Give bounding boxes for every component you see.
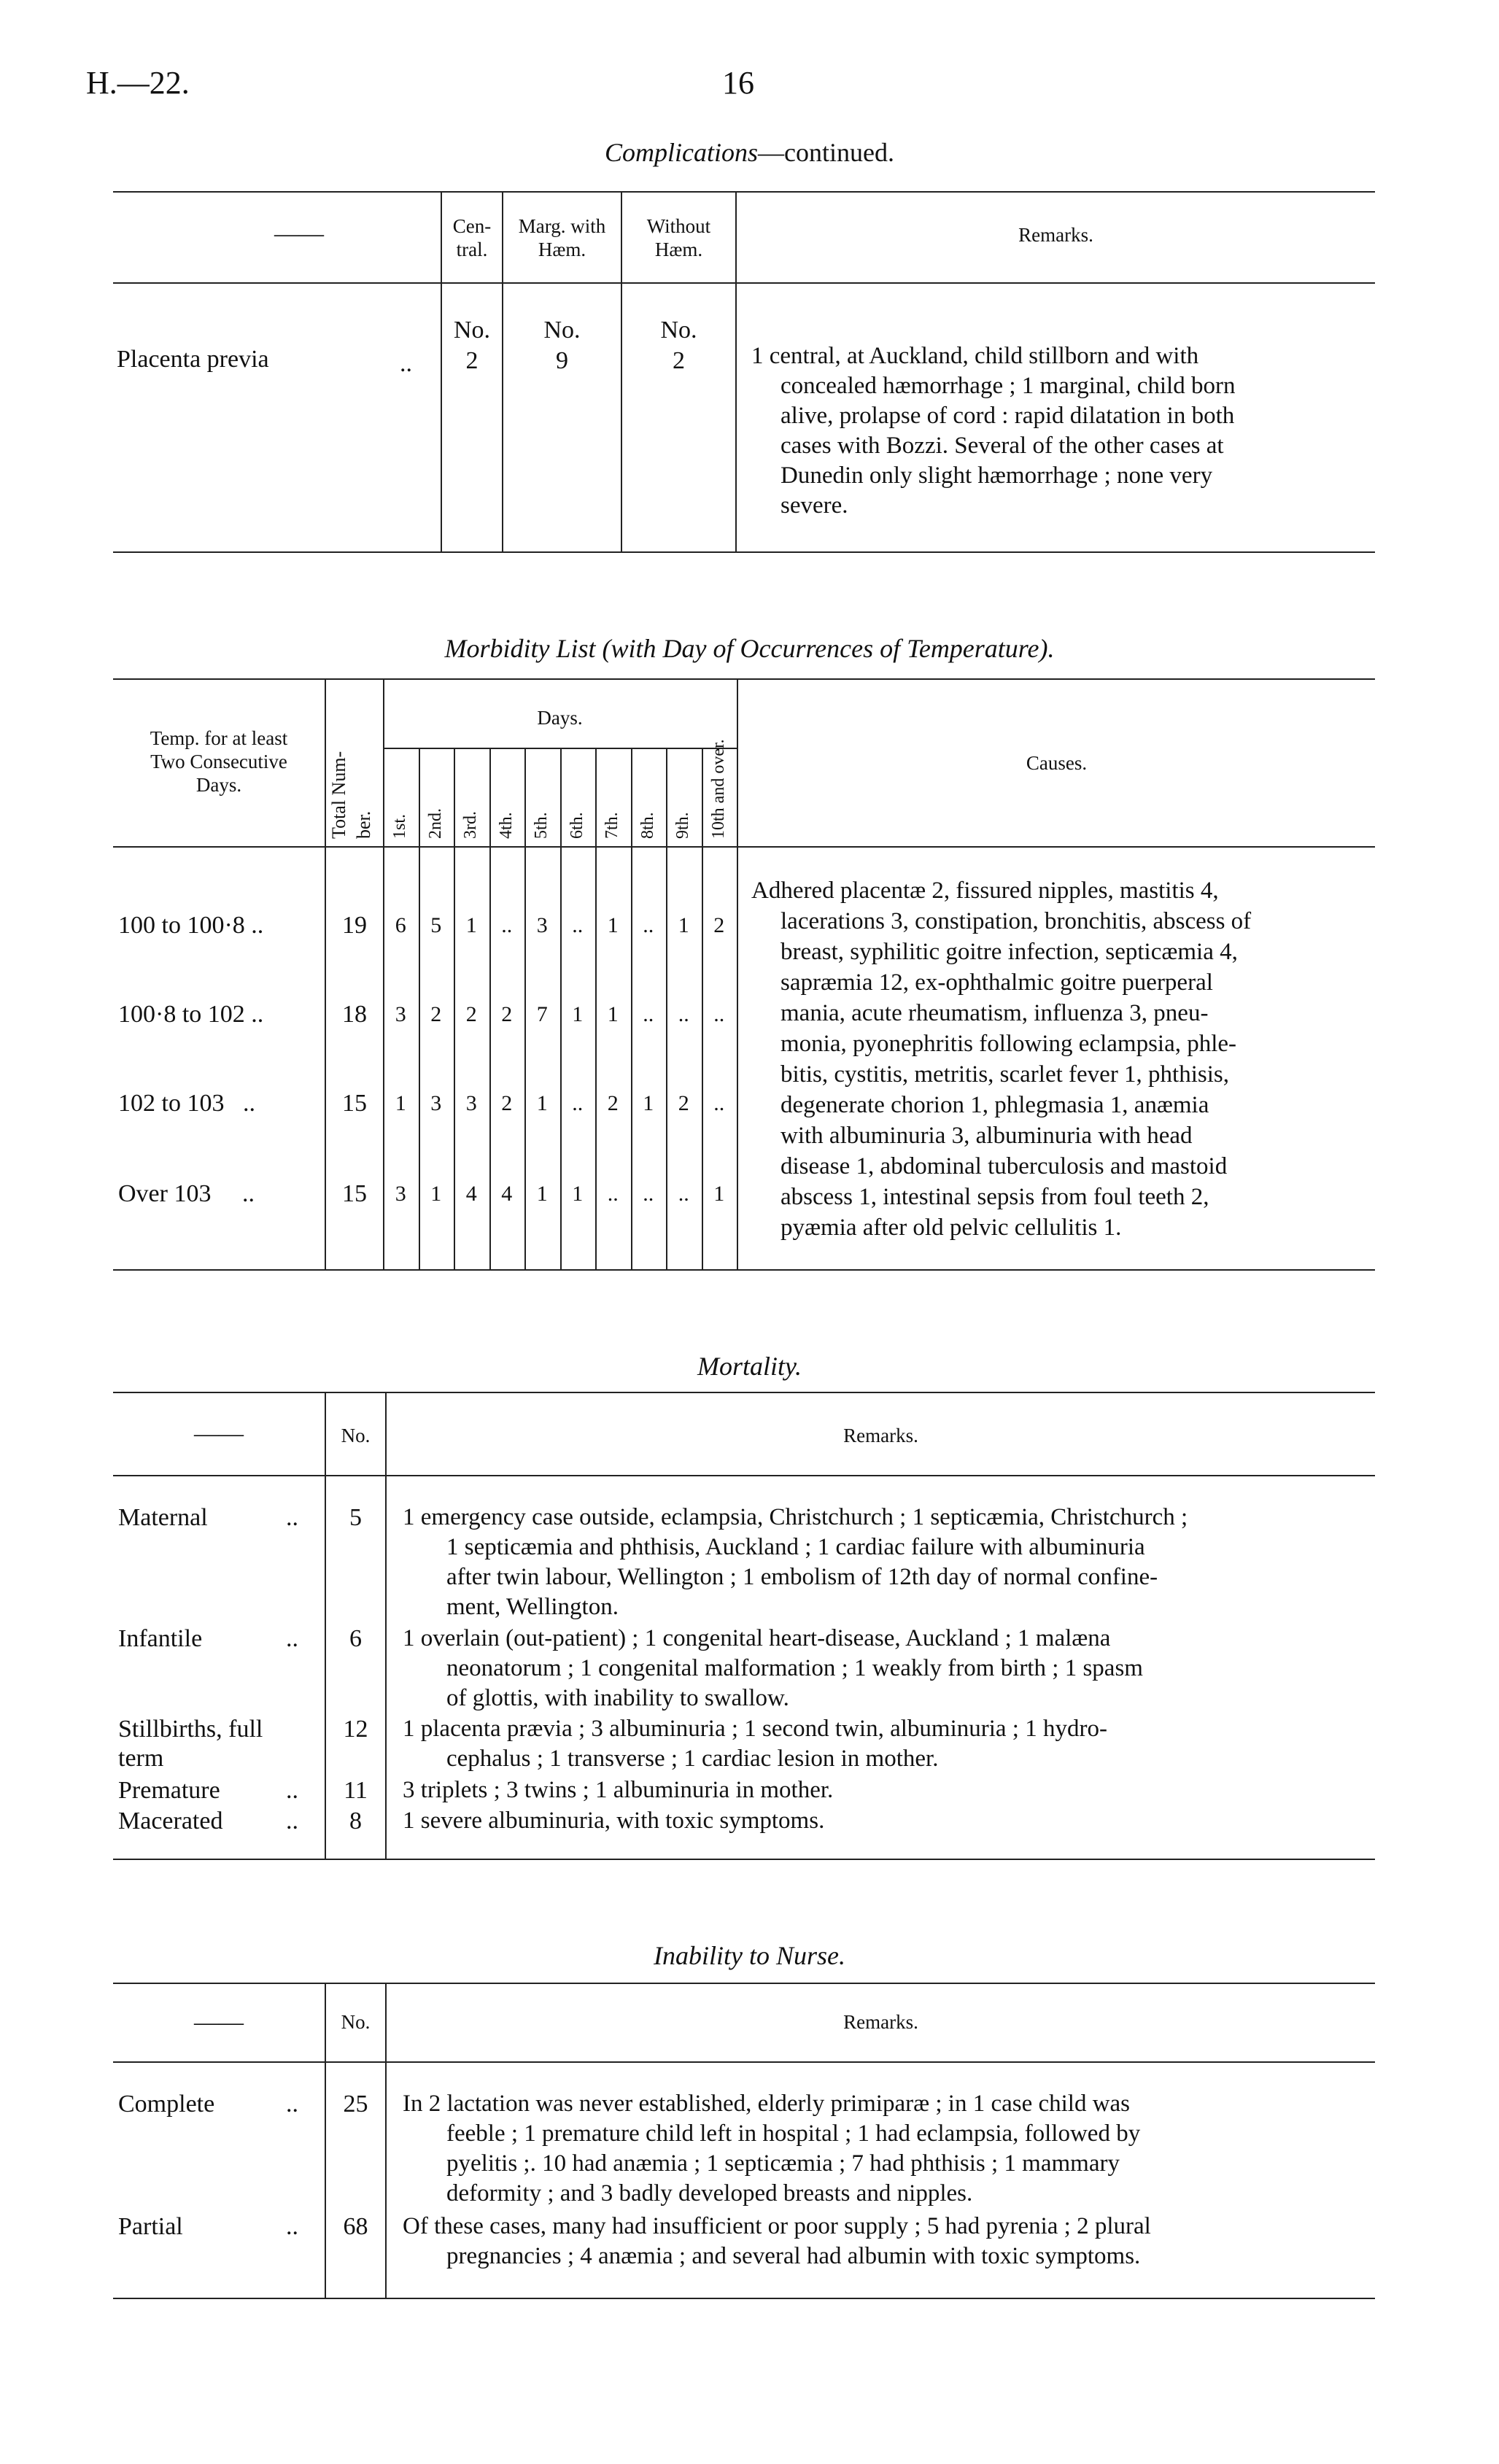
mortality-row-remarks xyxy=(403,1714,1379,1774)
nurse-remark-line: Of these cases, many had insufficient or poor supply ; 5 had pyrenia ; 2 plural xyxy=(403,2213,1151,2239)
remarks-line-2: concealed hæmorrhage ; 1 marginal, child born xyxy=(781,373,1236,399)
morbidity-cell: 1 xyxy=(678,913,689,937)
morbidity-cell: .. xyxy=(643,913,654,937)
morbidity-cell: 2 xyxy=(713,913,725,937)
morbidity-row-label: 102 to 103 .. xyxy=(118,1090,255,1117)
morbidity-row-total: 15 xyxy=(342,1180,367,1207)
document-reference: H.—22. xyxy=(86,65,190,101)
morbidity-col-days: Days. xyxy=(537,707,583,729)
day-header-7: 7th. xyxy=(603,812,621,839)
morbidity-cell: 3 xyxy=(465,1091,477,1115)
remarks-line-6: severe. xyxy=(781,492,848,519)
morbidity-cell: 4 xyxy=(465,1182,477,1206)
nurse-col-no: No. xyxy=(341,2011,371,2033)
morbidity-row-total: 18 xyxy=(342,1001,367,1028)
mortality-row-remarks xyxy=(403,1503,1379,1622)
page-number: 16 xyxy=(722,65,754,101)
nurse-remark-line: deformity ; and 3 badly developed breasts and nipples. xyxy=(446,2180,973,2207)
mortality-row-no: 12 xyxy=(343,1716,368,1743)
day-header-5: 5th. xyxy=(532,812,551,839)
causes-line-10: disease 1, abdominal tuberculosis and mastoid xyxy=(781,1153,1228,1179)
morbidity-cell: .. xyxy=(713,1091,725,1115)
mortality-remark-line: cephalus ; 1 transverse ; 1 cardiac lesion in mother. xyxy=(446,1746,939,1772)
morbidity-bottom-rule xyxy=(113,1269,1375,1271)
complications-col-marg-line-1: Marg. with xyxy=(518,215,606,237)
mortality-row-label: Infantile xyxy=(118,1625,203,1652)
causes-line-3: breast, syphilitic goitre infection, septicæmia 4, xyxy=(781,939,1238,965)
morbidity-cell: 2 xyxy=(607,1091,619,1115)
nurse-row-no: 68 xyxy=(343,2213,368,2240)
mortality-caption: Mortality. xyxy=(697,1352,802,1381)
morbidity-causes xyxy=(751,875,1379,1243)
mortality-bottom-rule xyxy=(113,1859,1375,1860)
morbidity-cell: 2 xyxy=(501,1091,513,1115)
mortality-header-rule xyxy=(113,1475,1375,1476)
morbidity-col-temp xyxy=(113,727,325,797)
central-value: 2 xyxy=(465,347,479,374)
mortality-row-label-2: term xyxy=(118,1745,164,1772)
morbidity-cell: 1 xyxy=(643,1091,654,1115)
complications-col-central xyxy=(442,214,502,261)
causes-line-2: lacerations 3, constipation, bronchitis, abscess of xyxy=(781,908,1252,934)
central-no-label: No. xyxy=(453,317,491,344)
causes-line-12: pyæmia after old pelvic cellulitis 1. xyxy=(781,1214,1122,1241)
nurse-remark-line: pregnancies ; 4 anæmia ; and several had albumin with toxic symptoms. xyxy=(446,2243,1141,2269)
day-header-2: 2nd. xyxy=(425,808,445,839)
morbidity-caption: Morbidity List (with Day of Occurrences of Temperature). xyxy=(444,634,1055,663)
nurse-bottom-rule xyxy=(113,2298,1375,2299)
nurse-header-rule xyxy=(113,2061,1375,2063)
mortality-remark-line: 3 triplets ; 3 twins ; 1 albuminuria in mother. xyxy=(403,1777,834,1803)
mortality-row-label: Stillbirths, full xyxy=(118,1716,263,1743)
remarks-line-1: 1 central, at Auckland, child stillborn and with xyxy=(751,343,1199,369)
morbidity-row-total: 19 xyxy=(342,912,367,939)
morbidity-col-temp-line-3: Days. xyxy=(195,774,242,796)
marg-no-label: No. xyxy=(543,317,581,344)
mortality-row-no: 11 xyxy=(344,1777,368,1804)
day-header-1: 1st. xyxy=(390,813,409,839)
placenta-previa-remarks xyxy=(751,341,1379,521)
mortality-remark-line: 1 placenta prævia ; 3 albuminuria ; 1 second twin, albuminuria ; 1 hydro- xyxy=(403,1716,1107,1742)
marg-count xyxy=(503,315,621,376)
morbidity-cell: 1 xyxy=(572,1182,584,1206)
complications-dash: —— xyxy=(274,220,324,247)
mortality-row-dots: .. xyxy=(286,1808,298,1835)
mortality-row-dots: .. xyxy=(286,1625,298,1652)
complications-caption-rest: —continued. xyxy=(758,138,894,167)
morbidity-row-label: Over 103 .. xyxy=(118,1180,255,1207)
morbidity-cell: .. xyxy=(501,913,513,937)
complications-caption-italic: Complications xyxy=(605,138,759,167)
central-count xyxy=(442,315,502,376)
mortality-remark-line: after twin labour, Wellington ; 1 embolism of 12th day of normal confine- xyxy=(446,1564,1158,1590)
causes-line-7: bitis, cystitis, metritis, scarlet fever 1, phthisis, xyxy=(781,1061,1229,1088)
morbidity-cell: .. xyxy=(643,1002,654,1026)
morbidity-col-temp-line-1: Temp. for at least xyxy=(150,727,288,749)
without-value: 2 xyxy=(673,347,685,374)
complications-caption xyxy=(0,137,1499,168)
mortality-top-rule xyxy=(113,1392,1375,1393)
nurse-top-rule xyxy=(113,1983,1375,1984)
complications-bottom-rule xyxy=(113,551,1375,553)
morbidity-cell: .. xyxy=(713,1002,725,1026)
morbidity-cell: .. xyxy=(678,1002,689,1026)
complications-col-central-line-1: Cen- xyxy=(452,215,492,237)
complications-col-remarks: Remarks. xyxy=(1018,224,1093,246)
nurse-row-dots: .. xyxy=(286,2213,298,2240)
nurse-remark-line: feeble ; 1 premature child left in hospital ; 1 had eclampsia, followed by xyxy=(446,2120,1141,2147)
causes-line-8: degenerate chorion 1, phlegmasia 1, anæmia xyxy=(781,1092,1209,1118)
nurse-row-label: Complete xyxy=(118,2091,215,2118)
mortality-col-remarks: Remarks. xyxy=(843,1425,918,1446)
morbidity-cell: 1 xyxy=(465,913,477,937)
without-count xyxy=(622,315,735,376)
mortality-row-remarks xyxy=(403,1775,1379,1805)
morbidity-cell: 1 xyxy=(607,913,619,937)
mortality-row-dots: .. xyxy=(286,1777,298,1804)
morbidity-cell: 6 xyxy=(395,913,406,937)
morbidity-cell: 3 xyxy=(430,1091,442,1115)
nurse-remark-line: In 2 lactation was never established, elderly primiparæ ; in 1 case child was xyxy=(403,2091,1131,2117)
nurse-col-remarks: Remarks. xyxy=(843,2011,918,2033)
mortality-row-remarks xyxy=(403,1806,1379,1836)
day-header-9: 9th. xyxy=(673,812,692,839)
morbidity-col-total-2: ber. xyxy=(353,810,374,839)
morbidity-header-rule xyxy=(113,846,1375,848)
mortality-remark-line: 1 overlain (out-patient) ; 1 congenital heart-disease, Auckland ; 1 malæna xyxy=(403,1625,1111,1651)
placenta-previa-label: Placenta previa xyxy=(117,346,269,373)
morbidity-cell: 3 xyxy=(395,1182,406,1206)
complications-top-rule xyxy=(113,191,1375,193)
remarks-line-5: Dunedin only slight hæmorrhage ; none very xyxy=(781,462,1213,489)
causes-line-6: monia, pyonephritis following eclampsia, phle- xyxy=(781,1031,1237,1057)
morbidity-cell: 4 xyxy=(501,1182,513,1206)
morbidity-cell: .. xyxy=(572,913,584,937)
causes-line-1: Adhered placentæ 2, fissured nipples, mastitis 4, xyxy=(751,877,1219,904)
morbidity-cell: 1 xyxy=(607,1002,619,1026)
morbidity-cell: 1 xyxy=(572,1002,584,1026)
mortality-row-label: Maternal xyxy=(118,1504,208,1531)
morbidity-cell: .. xyxy=(572,1091,584,1115)
morbidity-cell: .. xyxy=(643,1182,654,1206)
marg-value: 9 xyxy=(556,347,568,374)
complications-header-rule xyxy=(113,282,1375,284)
mortality-row-label: Macerated xyxy=(118,1808,223,1835)
morbidity-cell: .. xyxy=(678,1182,689,1206)
morbidity-cell: 2 xyxy=(678,1091,689,1115)
morbidity-row-label: 100·8 to 102 .. xyxy=(118,1001,264,1028)
mortality-row-no: 5 xyxy=(349,1504,362,1531)
mortality-remark-line: 1 severe albuminuria, with toxic symptoms. xyxy=(403,1808,825,1834)
causes-line-11: abscess 1, intestinal sepsis from foul teeth 2, xyxy=(781,1184,1209,1210)
morbidity-col-temp-line-2: Two Consecutive xyxy=(150,751,287,772)
morbidity-cell: 7 xyxy=(536,1002,548,1026)
without-no-label: No. xyxy=(660,317,697,344)
day-header-6: 6th. xyxy=(567,812,586,839)
mortality-row-no: 6 xyxy=(349,1625,362,1652)
morbidity-cell: 3 xyxy=(395,1002,406,1026)
causes-line-4: sapræmia 12, ex-ophthalmic goitre puerperal xyxy=(781,969,1213,996)
complications-col-central-line-2: tral. xyxy=(456,239,488,260)
mortality-row-label: Premature xyxy=(118,1777,220,1804)
morbidity-cell: 2 xyxy=(430,1002,442,1026)
causes-line-9: with albuminuria 3, albuminuria with head xyxy=(781,1123,1193,1149)
day-header-10: 10th and over. xyxy=(708,739,728,839)
morbidity-cell: 5 xyxy=(430,913,442,937)
nurse-caption: Inability to Nurse. xyxy=(654,1941,845,1970)
morbidity-cell: 1 xyxy=(713,1182,725,1206)
mortality-row-dots: .. xyxy=(286,1504,298,1531)
morbidity-cell: 3 xyxy=(536,913,548,937)
morbidity-row-label: 100 to 100·8 .. xyxy=(118,912,264,939)
mortality-row-no: 8 xyxy=(349,1808,362,1835)
morbidity-cell: 2 xyxy=(465,1002,477,1026)
morbidity-cell: .. xyxy=(607,1182,619,1206)
complications-col-without-line-1: Without xyxy=(646,215,711,237)
nurse-row-label: Partial xyxy=(118,2213,183,2240)
morbidity-cell: 1 xyxy=(395,1091,406,1115)
mortality-remark-line: 1 septicæmia and phthisis, Auckland ; 1 cardiac failure with albuminuria xyxy=(446,1534,1145,1560)
morbidity-cell: 2 xyxy=(501,1002,513,1026)
mortality-dash: —— xyxy=(194,1420,244,1447)
remarks-line-3: alive, prolapse of cord : rapid dilatation in both xyxy=(781,403,1235,429)
complications-col-without-line-2: Hæm. xyxy=(654,239,703,260)
mortality-col-no: No. xyxy=(341,1425,371,1446)
causes-line-5: mania, acute rheumatism, influenza 3, pneu- xyxy=(781,1000,1209,1026)
mortality-vline-2 xyxy=(385,1392,387,1859)
day-header-8: 8th. xyxy=(638,812,657,839)
morbidity-col-total: Total Num- xyxy=(328,751,349,839)
mortality-row-remarks xyxy=(403,1624,1379,1713)
morbidity-top-rule xyxy=(113,678,1375,680)
morbidity-row-total: 15 xyxy=(342,1090,367,1117)
morbidity-col-causes: Causes. xyxy=(1026,752,1088,774)
nurse-row-remarks xyxy=(403,2212,1379,2271)
nurse-row-dots: .. xyxy=(286,2091,298,2118)
nurse-row-remarks xyxy=(403,2089,1379,2209)
complications-col-without xyxy=(622,214,735,261)
morbidity-cell: 1 xyxy=(430,1182,442,1206)
day-header-4: 4th. xyxy=(496,812,516,839)
morbidity-cell: 1 xyxy=(536,1182,548,1206)
remarks-line-4: cases with Bozzi. Several of the other cases at xyxy=(781,433,1224,459)
nurse-dash: —— xyxy=(194,2009,244,2036)
placenta-previa-dots: .. xyxy=(400,350,412,377)
mortality-remark-line: of glottis, with inability to swallow. xyxy=(446,1685,789,1711)
morbidity-cell: 1 xyxy=(536,1091,548,1115)
nurse-remark-line: pyelitis ;. 10 had anæmia ; 1 septicæmia ; 7 had phthisis ; 1 mammary xyxy=(446,2150,1120,2177)
mortality-remark-line: ment, Wellington. xyxy=(446,1594,619,1620)
complications-col-marg xyxy=(503,214,621,261)
complications-col-marg-line-2: Hæm. xyxy=(538,239,586,260)
mortality-remark-line: neonatorum ; 1 congenital malformation ; 1 weakly from birth ; 1 spasm xyxy=(446,1655,1143,1681)
day-header-3: 3rd. xyxy=(461,811,480,839)
mortality-remark-line: 1 emergency case outside, eclampsia, Christchurch ; 1 septicæmia, Christchurch ; xyxy=(403,1504,1188,1530)
nurse-row-no: 25 xyxy=(343,2091,368,2118)
